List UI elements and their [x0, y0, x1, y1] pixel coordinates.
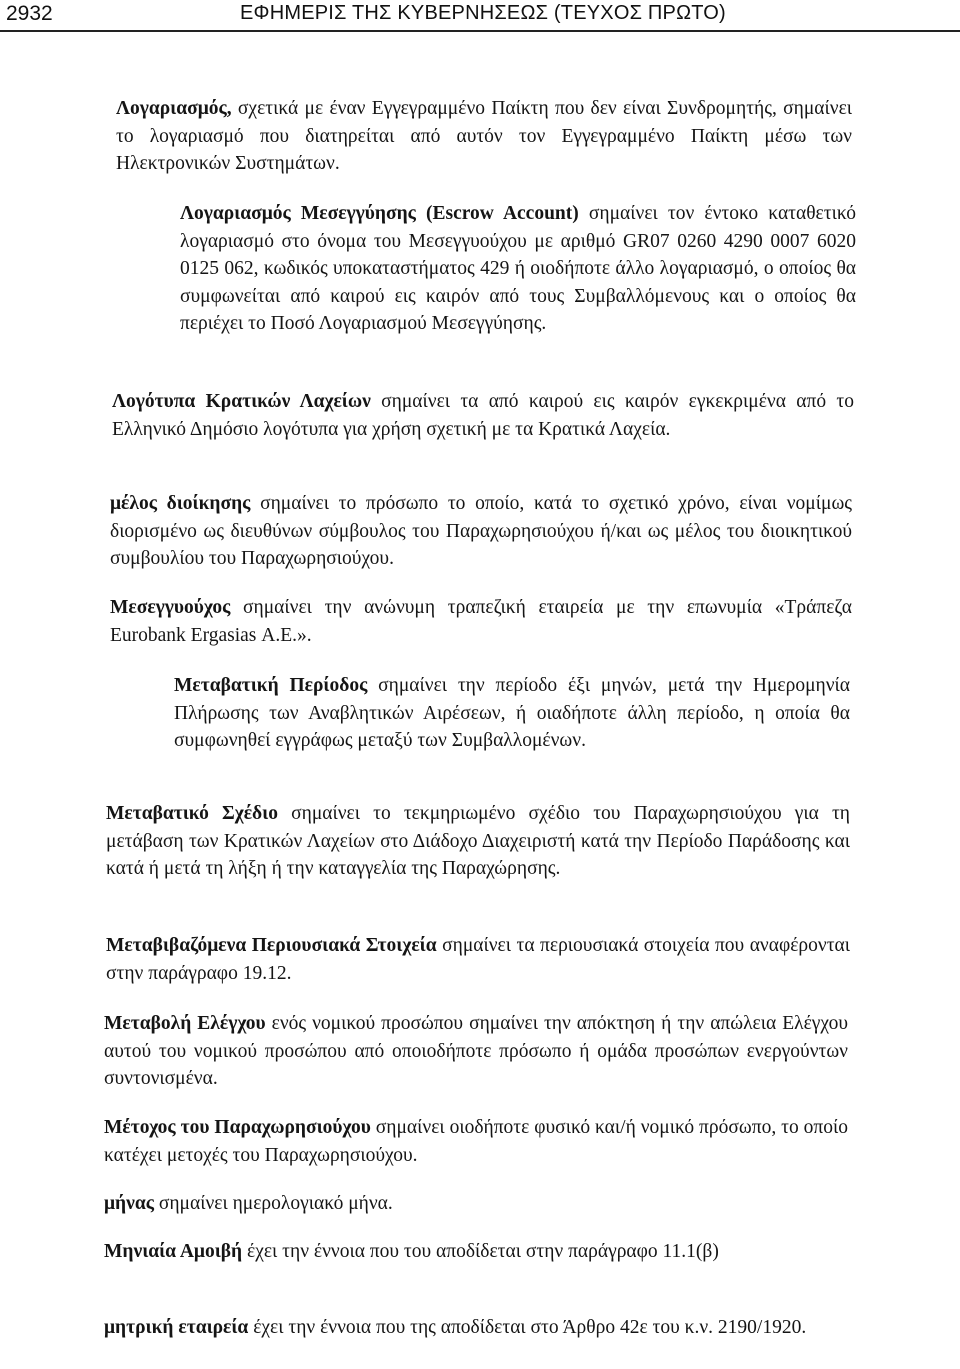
definition-entry [112, 388, 854, 443]
definition-text: ενός νομικού προσώπου σημαίνει την απόκτηση ή την απώλεια Ελέγχου αυτού του νομικού προσώπου από οποιοδήποτε πρόσωπο ή ομάδα προσώπων ενεργούντων συντονισμένα. [104, 1013, 849, 1089]
definition-term: μέλος διοίκησης [110, 493, 251, 514]
definition-entry [110, 490, 852, 573]
definition-term: Μεταβολή Ελέγχου [104, 1013, 266, 1034]
definition-entry [174, 672, 850, 755]
definition-term: Μεταβατικό Σχέδιο [106, 803, 278, 824]
definition-term: μήνας [104, 1193, 154, 1214]
definition-entry [180, 200, 856, 338]
definition-text: σημαίνει τα περιουσιακά στοιχεία που αναφέρονται στην παράγραφο 19.12. [106, 935, 850, 984]
definition-text: έχει την έννοια που της αποδίδεται στο Άρθρο 42ε του κ.ν. 2190/1920. [248, 1317, 807, 1338]
definition-text: σημαίνει τα από καιρού εις καιρόν εγκεκριμένα από το Ελληνικό Δημόσιο λογότυπα για χρήση σχετική με τα Κρατικά Λαχεία. [112, 391, 854, 440]
definition-text: σημαίνει το πρόσωπο το οποίο, κατά το σχετικό χρόνο, είναι νομίμως διορισμένο ως διευθύνων σύμβουλος του Παραχωρησιούχου ή/και ως μέλος του διοικητικού συμβουλίου του Παραχωρησιούχου. [110, 493, 852, 569]
definition-entry [104, 1238, 848, 1266]
definition-text: σημαίνει οιοδήποτε φυσικό και/ή νομικό πρόσωπο, το οποίο κατέχει μετοχές του Παραχωρησιούχου. [104, 1117, 849, 1166]
definition-term: Λογαριασμός, [116, 98, 232, 119]
definition-entry [106, 932, 850, 987]
definition-text: έχει την έννοια που του αποδίδεται στην παράγραφο 11.1(β) [242, 1241, 719, 1262]
definition-term: Λογότυπα Κρατικών Λαχείων [112, 391, 371, 412]
definition-term: Λογαριασμός Μεσεγγύησης (Escrow Account) [180, 203, 579, 224]
definition-term: Μεταβιβαζόμενα Περιουσιακά Στοιχεία [106, 935, 437, 956]
definition-term: Μεσεγγυούχος [110, 597, 231, 618]
definition-entry [106, 800, 850, 883]
definition-entry [104, 1010, 848, 1093]
definition-entry [110, 594, 852, 649]
definition-entry [104, 1314, 848, 1342]
definition-text: σημαίνει την περίοδο έξι μηνών, μετά την Ημερομηνία Πλήρωσης των Αναβλητικών Αιρέσεων, ή οιαδήποτε άλλη περίοδο, η οποία θα συμφωνηθεί εγγράφως μεταξύ των Συμβαλλομένων. [174, 675, 850, 751]
definition-text: σημαίνει τον έντοκο καταθετικό λογαριασμό στο όνομα του Μεσεγγυούχου με αριθμό GR07 0260 4290 0007 6020 0125 062, κωδικός υποκαταστήματος 429 ή οιοδήποτε άλλο λογαριασμό, ο οποίος θα συμφωνείται από καιρού εις καιρόν από τους Συμβαλλόμενους και ο οποίος θα περιέχει το Ποσό Λογαριασμού Μεσεγγύησης. [180, 203, 856, 334]
definition-term: Μεταβατική Περίοδος [174, 675, 368, 696]
page-number: 2932 [6, 2, 53, 25]
definition-entry [116, 95, 852, 178]
definition-text: σχετικά με έναν Εγγεγραμμένο Παίκτη που δεν είναι Συνδρομητής, σημαίνει το λογαριασμό που διατηρείται από αυτόν τον Εγγεγραμμένο Παίκτη μέσω των Ηλεκτρονικών Συστημάτων. [116, 98, 852, 174]
definition-term: Μηνιαία Αμοιβή [104, 1241, 243, 1262]
definition-term: Μέτοχος του Παραχωρησιούχου [104, 1117, 371, 1138]
definition-text: σημαίνει το τεκμηριωμένο σχέδιο του Παραχωρησιούχου για τη μετάβαση των Κρατικών Λαχείων στο Διάδοχο Διαχειριστή κατά την Περίοδο Παράδοσης και κατά ή μετά τη λήξη ή την καταγγελία της Παραχώρησης. [106, 803, 850, 879]
definition-entry [104, 1114, 848, 1169]
definition-entry [104, 1190, 848, 1218]
gazette-title: ΕΦΗΜΕΡΙΣ ΤΗΣ ΚΥΒΕΡΝΗΣΕΩΣ (ΤΕΥΧΟΣ ΠΡΩΤΟ) [240, 2, 726, 24]
definition-text: σημαίνει ημερολογιακό μήνα. [153, 1193, 393, 1214]
definition-text: σημαίνει την ανώνυμη τραπεζική εταιρεία με την επωνυμία «Τράπεζα Eurobank Ergasias Α.Ε.». [110, 597, 852, 646]
definition-term: μητρική εταιρεία [104, 1317, 249, 1338]
